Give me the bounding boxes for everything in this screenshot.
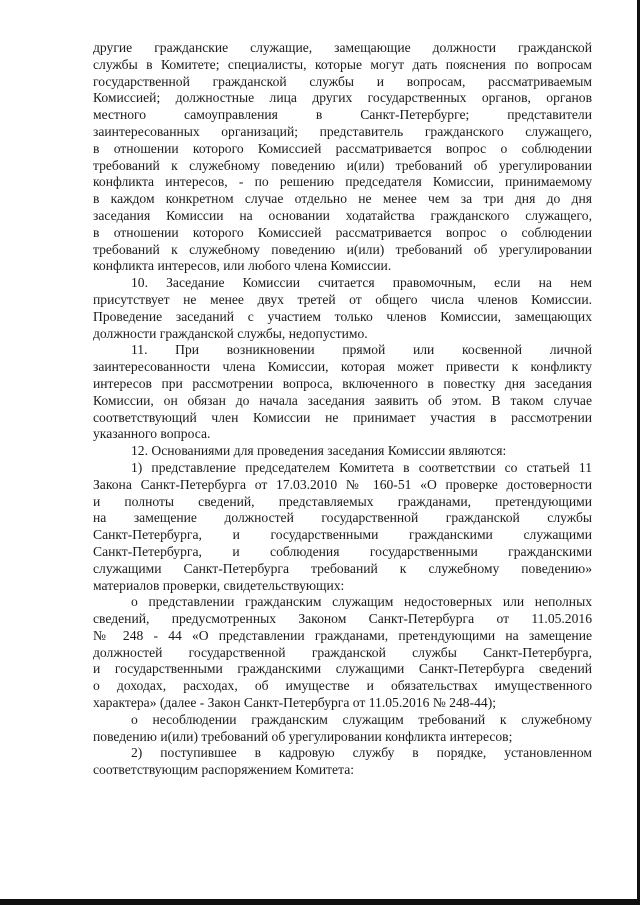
document-line: государственной гражданской службы и вопросам, рассматриваемым: [93, 73, 592, 89]
document-line: поведению и(или) требований об урегулировании конфликта интересов;: [93, 728, 513, 744]
document-line: Комиссии, он обязан до начала заседания заявить об этом. В таком случае: [93, 392, 592, 408]
document-line: Санкт-Петербурга, и соблюдения государственными гражданскими: [93, 543, 592, 559]
document-line: Комиссией; должностные лица других государственных органов, органов: [93, 90, 592, 106]
document-line: в отношении которого Комиссией рассматривается вопрос о соблюдении: [93, 140, 592, 156]
document-line: другие гражданские служащие, замещающие должности гражданской: [93, 40, 592, 55]
document-line: о несоблюдении гражданским служащим требований к служебному: [131, 711, 592, 727]
document-line: 11. При возникновении прямой или косвенной личной: [131, 342, 592, 358]
document-line: служащими Санкт-Петербурга требований к служебному поведению»: [93, 560, 592, 576]
document-line: должностей государственной гражданской службы Санкт-Петербурга,: [93, 644, 592, 660]
document-line: интересов при рассмотрении вопроса, включенного в повестку дня заседания: [93, 375, 592, 391]
document-line: Проведение заседаний с участием только членов Комиссии, замещающих: [93, 308, 592, 324]
document-line: заинтересованности члена Комиссии, которая может привести к конфликту: [93, 359, 592, 375]
document-line: в каждом конкретном случае отдельно не менее чем за три дня до дня: [93, 191, 592, 207]
document-line: в отношении которого Комиссией рассматривается вопрос о соблюдении: [93, 224, 592, 240]
document-line: 12. Основаниями для проведения заседания Комиссии являются:: [131, 443, 507, 459]
document-line: 1) представление председателем Комитета в соответствии со статьей 11: [131, 459, 592, 475]
document-line: характера» (далее - Закон Санкт-Петербурга от 11.05.2016 № 248-44);: [93, 695, 496, 711]
scan-border-bottom: [0, 899, 640, 905]
document-line: заседания Комиссии на основании ходатайства гражданского служащего,: [93, 207, 592, 223]
document-line: сведений, предусмотренных Законом Санкт-Петербурга от 11.05.2016: [93, 611, 592, 627]
document-page: [93, 40, 592, 779]
document-line: должности гражданской службы, недопустимо.: [93, 325, 368, 341]
document-line: 10. Заседание Комиссии считается правомочным, если на нем: [131, 275, 592, 291]
document-line: о доходах, расходах, об имуществе и обязательствах имущественного: [93, 678, 592, 694]
document-line: заинтересованных организаций; представитель гражданского служащего,: [93, 123, 592, 139]
document-line: местного самоуправления в Санкт-Петербурге; представители: [93, 107, 592, 123]
document-line: материалов проверки, свидетельствующих:: [93, 577, 345, 593]
document-line: и государственными гражданскими служащими Санкт-Петербурга сведений: [93, 661, 592, 677]
document-line: указанного вопроса.: [93, 426, 211, 442]
document-line: соответствующий член Комиссии не принимает участия в рассмотрении: [93, 409, 592, 425]
document-line: № 248 - 44 «О представлении гражданами, претендующими на замещение: [93, 627, 592, 643]
document-line: на замещение должностей государственной гражданской службы: [93, 510, 592, 526]
document-line: 2) поступившее в кадровую службу в порядке, установленном: [131, 745, 592, 761]
document-line: Санкт-Петербурга, и государственными гражданскими служащими: [93, 527, 592, 543]
document-line: требований к служебному поведению и(или) требований об урегулировании: [93, 241, 592, 257]
document-line: службы в Комитете; специалисты, которые могут дать пояснения по вопросам: [93, 56, 592, 72]
document-line: о представлении гражданским служащим недостоверных или неполных: [131, 594, 592, 610]
document-line: соответствующим распоряжением Комитета:: [93, 762, 355, 778]
document-line: и полноты сведений, представляемых гражданами, претендующими: [93, 493, 592, 509]
document-line: присутствует не менее двух третей от общего числа членов Комиссии.: [93, 291, 592, 307]
document-line: Закона Санкт-Петербурга от 17.03.2010 № 160-51 «О проверке достоверности: [93, 476, 592, 492]
document-line: конфликта интересов, или любого члена Комиссии.: [93, 258, 392, 274]
document-line: конфликта интересов, - по решению председателя Комиссии, принимаемому: [93, 174, 592, 190]
document-line: требований к служебному поведению и(или) требований об урегулировании: [93, 157, 592, 173]
